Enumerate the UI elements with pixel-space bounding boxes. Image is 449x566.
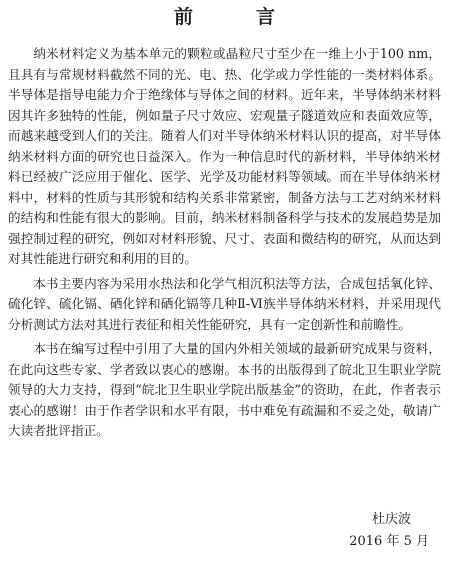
author-name: 杜庆波	[371, 512, 411, 527]
date-line: 2016 年 5 月	[349, 534, 429, 549]
page-title: 前 言	[173, 6, 297, 28]
paragraph-acknowledgements: 本书在编写过程中引用了大量的国内外相关领域的最新研究成果与资料，在此向这些专家、学者致以衷心的感谢。本书的出版得到了皖北卫生职业学院领导的大力支持，得到“皖北卫生职业学院出版基金”的资助，在此，作者表示衷心的感谢！由于作者学识和水平有限，书中难免有疏漏和不妥之处，敬请广大读者批评指正。	[8, 341, 441, 438]
paragraph-intro: 纳米材料定义为基本单元的颗粒或晶粒尺寸至少在一维上小于100 nm，且具有与常规材料截然不同的光、电、热、化学或力学性能的一类材料体系。半导体是指导电能力介于绝缘体与导体之间的材料。近年来，半导体纳米材料因其许多独特的性能，例如量子尺寸效应、宏观量子隧道效应和表面效应等，而越来越受到人们的关注。随着人们对半导体纳米材料认识的提高，对半导体纳米材料方面的研究也日益深入。作为一种信息时代的新材料，半导体纳米材料已经被广泛应用于催化、医学、光学及功能材料等领域。而在半导体纳米材料中，材料的性质与其形貌和结构关系非常紧密，制备方法与工艺对纳米材料的结构和性能有很大的影响。目前，纳米材料制备科学与技术的发展趋势是加强控制过程的研究，例如对材料形貌、尺寸、表面和微结构的研究，从而达到对其性能进行研究和利用的目的。	[8, 46, 441, 266]
paragraph-contents: 本书主要内容为采用水热法和化学气相沉积法等方法，合成包括氧化锌、硫化锌、硫化镉、硒化锌和硒化镉等几种Ⅱ-Ⅵ族半导体纳米材料，并采用现代分析测试方法对其进行表征和相关性能研究，具有一定创新性和前瞻性。	[8, 275, 441, 332]
